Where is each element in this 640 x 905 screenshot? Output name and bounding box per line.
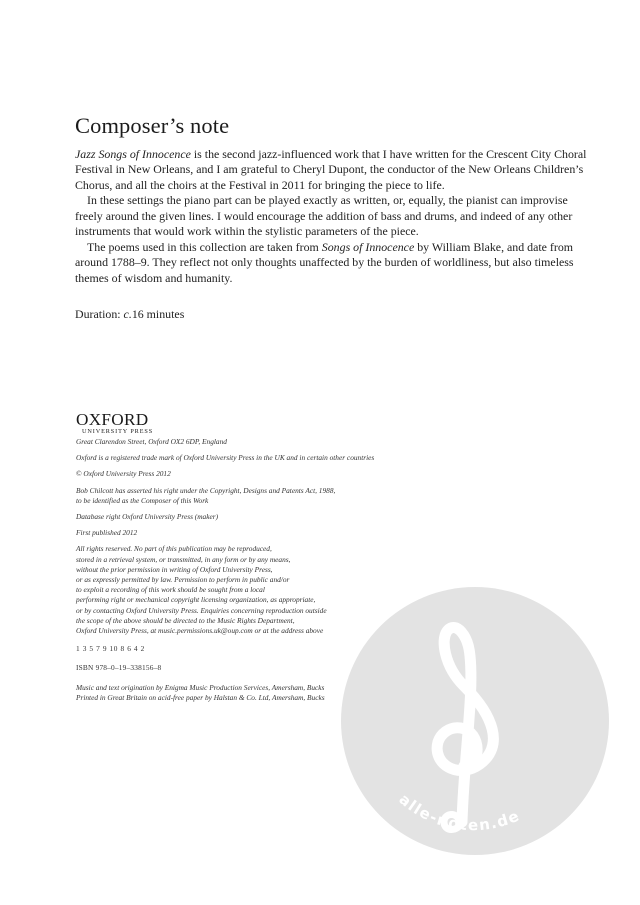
moral-rights-notice: Bob Chilcott has asserted his right under the Copyright, Designs and Patents Act, 1988, to be identified as the Composer of this Work: [76, 485, 336, 505]
paragraph-2-line-1: In these settings the piano part can be played exactly as written, or, equally, the pianist can improvise: [87, 193, 568, 208]
logo-subline: UNIVERSITY PRESS: [82, 428, 154, 435]
copyright-notice: © Oxford University Press 2012: [76, 469, 171, 479]
oxford-logo: [76, 411, 153, 436]
watermark-text: alle-noten.de: [395, 790, 523, 835]
composers-note-body: [75, 147, 587, 286]
trademark-notice: Oxford is a registered trade mark of Oxford University Press in the UK and in certain other countries: [76, 453, 375, 463]
paragraph-1-line-3: Chorus, and all the choirs at the Festival in 2011 for bringing the piece to life.: [75, 177, 445, 192]
rights-reserved-notice: All rights reserved. No part of this publication may be reproduced, stored in a retrieval system, or transmitted, in any form or by any means, without the prior permission in writing of Oxford University Press, or as expressly permitted by law. Permission to perform in public and/or to exploit a recording of this work should be sought from a local performing right or mechanical copyright licensing organization, as appropriate, or by contacting Oxford University Press. Enquiries concerning reproduction outside the scope of the above should be directed to the Music Rights Department, Oxford University Press, at music.permissions.uk@oup.com or at the address above: [76, 544, 327, 636]
printing-credit: Printed in Great Britain on acid-free paper by Halstan & Co. Ltd, Amersham, Bucks: [76, 692, 325, 702]
origination-credit: Music and text origination by Enigma Music Production Services, Amersham, Bucks: [76, 682, 325, 692]
first-published: First published 2012: [76, 528, 138, 538]
database-right: Database right Oxford University Press (maker): [76, 512, 219, 522]
paragraph-3-line-3: themes of wisdom and humanity.: [75, 270, 233, 285]
printing-numbers: 1 3 5 7 9 10 8 6 4 2: [76, 644, 145, 654]
page-title: Composer’s note: [75, 113, 230, 138]
watermark-disc: [341, 587, 609, 855]
paragraph-3-line-1: The poems used in this collection are taken from Songs of Innocence by William Blake, and date from: [87, 239, 574, 254]
isbn: ISBN 978–0–19–338156–8: [76, 663, 162, 673]
logo-wordmark: OXFORD: [76, 410, 149, 429]
paragraph-1-line-2: Festival in New Orleans, and I am grateful to Cheryl Dupont, the conductor of the New Orleans Children’s: [75, 162, 584, 177]
source-title: Songs of Innocence: [321, 239, 415, 254]
watermark: [340, 586, 610, 856]
paragraph-1-line-1: Jazz Songs of Innocence is the second jazz-influenced work that I have written for the Crescent City Choral: [75, 147, 587, 161]
duration: Duration: c.16 minutes: [75, 307, 185, 321]
paragraph-2-line-3: instruments that would work within the stylistic parameters of the piece.: [75, 224, 419, 239]
paragraph-3-line-2: around 1788–9. They reflect not only thoughts unaffected by the burden of worldliness, but also timeless: [75, 255, 574, 270]
work-title: Jazz Songs of Innocence: [75, 147, 191, 161]
publisher-address: Great Clarendon Street, Oxford OX2 6DP, England: [76, 437, 227, 446]
paragraph-2-line-2: freely around the given lines. I would encourage the addition of bass and drums, and indeed of any other: [75, 208, 573, 223]
